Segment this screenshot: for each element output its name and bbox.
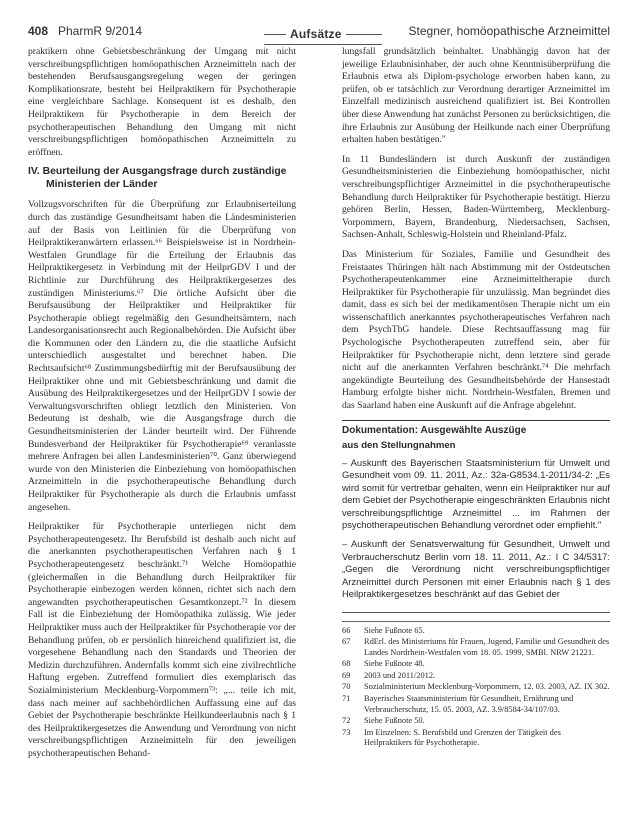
- footnote-text: Bayerisches Staatsministerium für Gesundheit, Ernährung und Verbraucherschutz, 15. 05. 2003, AZ. 3.9/8584-34/107/03.: [364, 694, 574, 714]
- footnote-text: Siehe Fußnote 65.: [364, 625, 425, 635]
- footnote: [342, 694, 610, 715]
- right-column: [342, 46, 610, 750]
- paragraph: praktikern ohne Gebietsbeschränkung der Umgang mit nicht verschreibungspflichtigen homöopathischen Arzneimitteln nach der bestehenden Berufsausgangsregelung wegen der geringen Komplikationsrate, besteht bei Heilpraktikern für Psychotherapie eine vergleichbare Sachlage. Konsequent ist es deshalb, den Heilpraktikern für Psychotherapie in dem Bereich der psychotherapeutischen Behandlung den Umgang mit nicht verschreibungspflichtigen homöopathischen Arzneimitteln zu eröffnen.: [28, 46, 296, 158]
- paragraph: Das Ministerium für Soziales, Familie und Gesundheit des Freistaates Thüringen hält nach Abstimmung mit der Ostdeutschen Psychotherapeutenkammer eine Arzneimitteltherapie durch Heilpraktiker für Psychotherapie für unzulässig. Man begründet dies damit, dass es sich bei der medikamentösen Therapie nicht um ein wissenschaftlich anerkanntes psychotherapeutisches Verfahren nach dem PsychThG handele. Diese Rechtsauffassung mag für Psychologische Psychotherapeuten zutreffend sein, aber für Heilpraktiker für Psychotherapie nicht, denn letztere sind gerade nicht auf die anerkannten Verfahren beschränkt.⁷⁴ Die mehrfach angekündigte Beurteilung des Gesundheitsbehörde der Hansestadt Hamburg erfolgte bisher nicht. Nordrhein-Westfalen, Bremen und das Saarland haben eine Auskunft auf die Anfrage abgelehnt.: [342, 248, 610, 412]
- footnote-text: Siehe Fußnote 48.: [364, 659, 425, 669]
- running-title: Stegner, homöopathische Arzneimittel: [408, 24, 610, 38]
- footnote: [342, 716, 610, 727]
- footnote-text: Siehe Fußnote 50.: [364, 716, 425, 726]
- footnote-number: 67: [342, 637, 351, 647]
- section-label: Aufsätze: [290, 27, 342, 41]
- footnote-text: Im Einzelnen: S. Berufsbild und Grenzen der Tätigkeit des Heilpraktikers für Psychotherapie.: [364, 727, 561, 748]
- footnote: [342, 728, 610, 749]
- footnote: [342, 671, 610, 682]
- header-rule: [264, 34, 286, 35]
- paragraph: Heilpraktiker für Psychotherapie unterliegen nicht dem Psychotherapeutengesetz. Ihr Berufsbild ist deshalb auch nicht auf die anerkannten psychotherapeutischen Verfahren nach § 1 Psychotherapeutengesetz beschränkt.⁷¹ Welche Homöopathie (gleichermaßen in die Behandlung durch Heilpraktiker für Psychotherapie einbezogen werden können, richtet sich nach dem angewandten psychotherapeutischen Gesamtkonzept.⁷² In diesem Fall ist die Einbeziehung der Homöopathika zulässig. Wie jeder Heilpraktiker muss auch der Heilpraktiker für Psychotherapie vor der Behandlung prüfen, ob er persönlich hinreichend qualifiziert ist, die vorgesehene Behandlung nach den Standards und Theorien der Medizin durchzuführen. Andernfalls kommt sich eine zivilrechtliche Haftung ergeben. Zutreffend formuliert dies exemplarisch das Sozialministerium Mecklenburg-Vorpommern⁷³: „... teile ich mit, dass nach meiner auf sachbehördlichen Auffassung eine auf das Gebiet der Psychotherapie beschränkte Heilkundeerlaubnis nach § 1 des Heilpraktikergesetzes die Anwendung und Verordnung von nicht verschreibungspflichtigen Arzneimitteln für den jeweiligen psychotherapeutischen Behand-: [28, 521, 296, 759]
- footnote-number: 72: [342, 716, 351, 726]
- footnote-number: 71: [342, 694, 351, 704]
- footnote-number: 66: [342, 625, 351, 635]
- footnote-number: 70: [342, 682, 351, 692]
- footnote: [342, 637, 610, 658]
- box-paragraph: – Auskunft der Senatsverwaltung für Gesundheit, Umwelt und Verbraucherschutz Berlin vom 18. 11. 2011, Az.: I C 34/5317: „Gegen die Verordnung nicht verschreibungspflichtiger Arzneimittel durch Personen mit einer Erlaubnis nach § 1 des Heilpraktikergesetzes beschränkt auf das Gebiet der: [342, 538, 610, 600]
- paragraph: Vollzugsvorschriften für die Überprüfung zur Erlaubniserteilung durch das zuständige Gesundheitsamt haben die Ländesministerien auf der Basis von Leitlinien für die Überprüfung von Heilpraktikeranwärtern erlassen.⁶⁶ Beispielsweise ist in Nordrhein-Westfalen Grundlage für die Erteilung der Erlaubnis das Heilpraktikergesetz in Verbindung mit der HeilprGDV I und der Richtlinie zur Durchführung des Heilpraktikergesetzes des zuständigen Ministeriums.⁶⁷ Die örtliche Aufsicht über die Berufsausübung der Heilpraktiker und Heilpraktiker für Psychotherapie obliegt regelmäßig den Gesundheitsämtern, nach Landesorganisationsrecht auch Regionalbehörden. Die Aufsicht über die Kommunen oder den Ländern zu, die die staatliche Aufsicht unterschiedlich ausgestaltet und berechnet haben. Die Rechtsaufsicht⁶⁸ Zustimmungsbedürftig mit der Berufsausübung der Heilpraktiker ohne und mit Gebietsbeschränkung und damit die Ausübung des Heilpraktikergesetzes und der HeilprGDV I sowie der Verwaltungsvorschriften obliegt letztlich den Ministerien. Von Bedeutung ist deshalb, wie die Ausgangsfrage durch die Gesundheitsministerien der Länder beurteilt wird. Der Führende Bundesverband der Heilpraktiker für Psychotherapie⁶⁹ veranlasste mehrere Anfragen bei allen Landesministerien⁷⁰. Ganz überwiegend wurde von den Ministerien die Einbeziehung von homöopathischen Arzneimitteln in die psychotherapeutische Behandlung durch Heilpraktiker für Psychotherapie als durch die Erlaubnis umfasst angesehen.: [28, 199, 296, 513]
- footnote-text: RdErl. des Ministeriums für Frauen, Jugend, Familie und Gesundheit des Landes Nordrhein-Westfalen vom 18. 05. 1999, SMBl. NRW 21221.: [364, 637, 610, 657]
- section-heading: IV. Beurteilung der Ausgangsfrage durch zuständige Ministerien der Länder: [28, 166, 287, 190]
- footnote-number: 73: [342, 727, 351, 737]
- page-header: [28, 20, 610, 40]
- footnote-text: Sozialministerium Mecklenburg-Vorpommern, 12. 03. 2003, AZ. IX 302.: [364, 682, 610, 692]
- footnote: [342, 682, 610, 693]
- journal-issue: PharmR 9/2014: [58, 24, 143, 38]
- footnote-number: 69: [342, 670, 351, 680]
- paragraph: lungsfall grundsätzlich beinhaltet. Unabhängig davon hat der jeweilige Erlaubnisinhaber, der auch ohne Kenntnisüberprüfung die Erlaubnis etwa als Diplom-psychologe erworben haben kann, zu prüfen, ob er tatsächlich zur Verordnung derartiger Arzneimittel im Einzelfall medizinisch ausreichend qualifiziert ist. Bei Kontrollen über diese Anwendung hat zunächst Personen zu berücksichtigen, die ihre Erlaubnis zur Ausübung der Heilkunde nach einer Überprüfung erhalten haben bestätigen.": [342, 46, 610, 146]
- footnote-text: 2003 und 2011/2012.: [364, 670, 436, 680]
- paragraph: In 11 Bundesländern ist durch Auskunft der zuständigen Gesundheitsministerien die Einbeziehung homöopathischer, nicht verschreibungspflichtiger Arzneimittel in die psychotherapeutische Behandlung durch Heilpraktiker für Psychotherapie bestätigt. Hierzu gehören Berlin, Hessen, Baden-Württemberg, Mecklenburg-Vorpommern, Bayern, Brandenburg, Niedersachsen, Sachsen, Sachsen-Anhalt, Schleswig-Holstein und Rheinland-Pfalz.: [342, 153, 610, 241]
- footnotes: [342, 621, 610, 750]
- box-paragraph: – Auskunft des Bayerischen Staatsministerium für Umwelt und Gesundheit vom 09. 11. 2011, Az.: 32a-G8534.1-2011/34-2: „Es wird somit für vertretbar gehalten, wenn ein Heilpraktiker nur auf dem Gebiet der Psychotherapie eingeschränkten Erlaubnis nicht verschreibungspflichtige Arzneimittel ... im Rahmen der psychotherapeutischen Behandlung verordnet oder empfiehlt.": [342, 457, 610, 531]
- left-column: [28, 46, 296, 767]
- footnote: [342, 626, 610, 637]
- header-rule: [264, 44, 382, 45]
- box-subtitle: aus den Stellungnahmen: [342, 440, 456, 452]
- header-rule: [346, 34, 382, 35]
- footnote-number: 68: [342, 659, 351, 669]
- page-number: 408: [28, 24, 49, 38]
- box-title: Dokumentation: Ausgewählte Auszüge: [342, 424, 527, 436]
- documentation-box: [342, 420, 610, 613]
- footnote: [342, 659, 610, 670]
